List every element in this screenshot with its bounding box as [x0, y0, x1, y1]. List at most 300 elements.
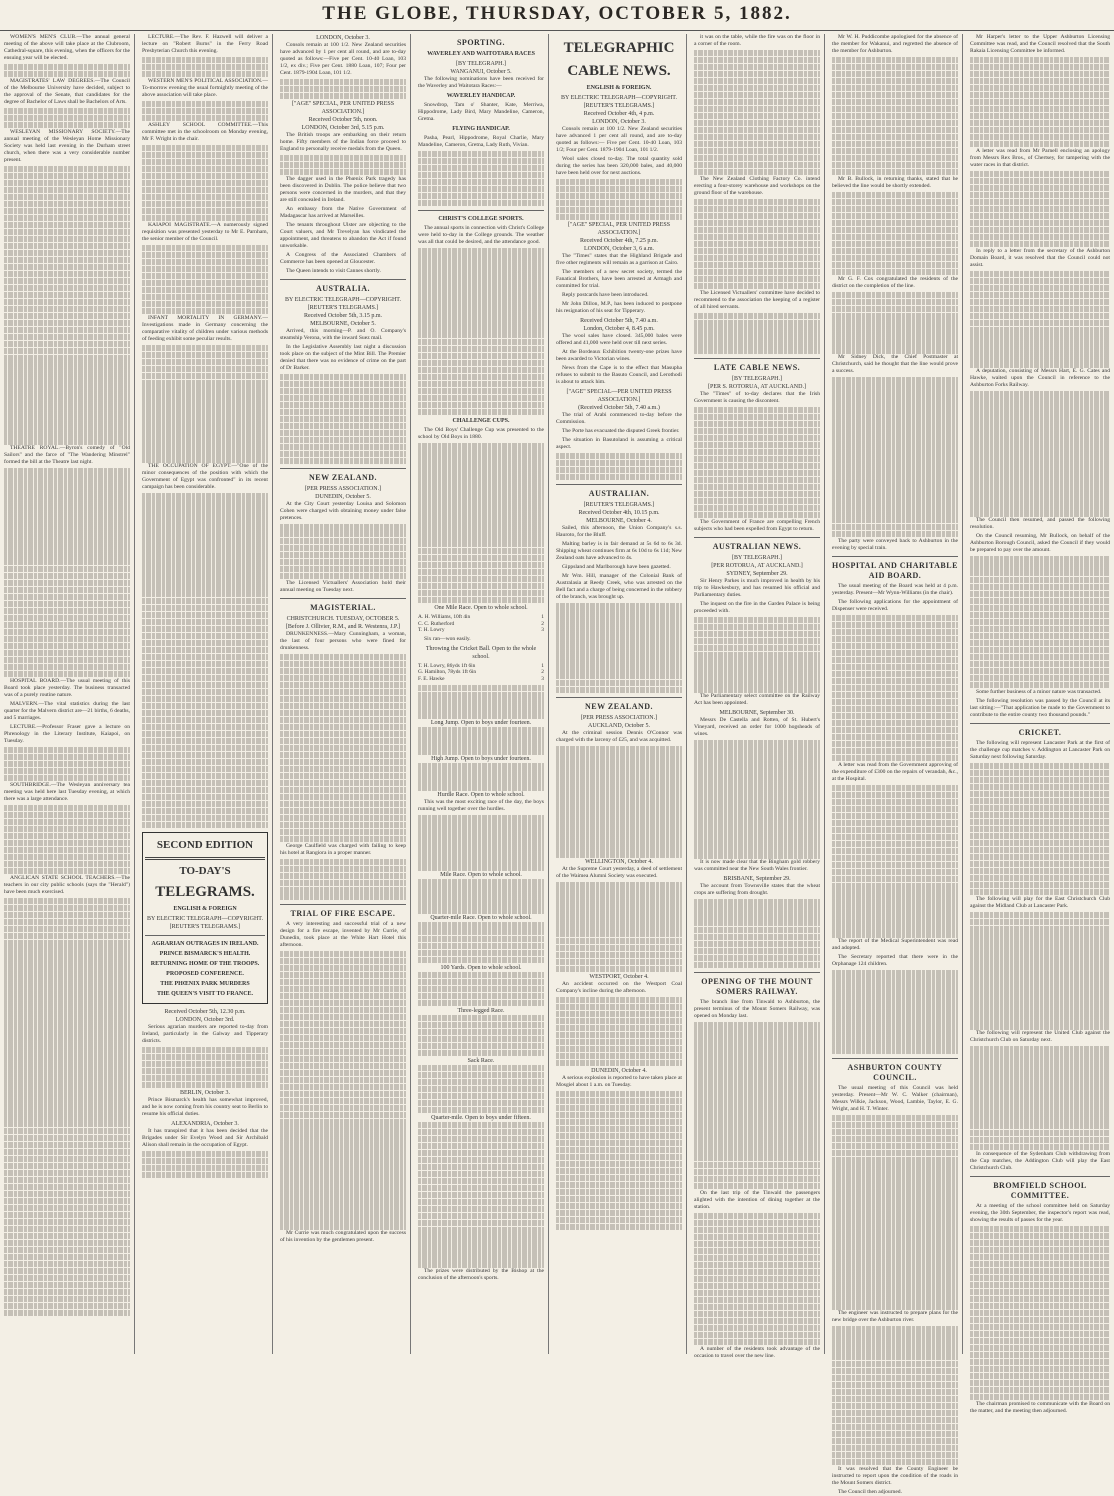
article-malvern: MALVERN.—The vital statistics during the last quarter for the Malvern district are—21 births, 6 deaths, and 5 marriages.	[4, 700, 130, 721]
court-line: CHRISTCHURCH. TUESDAY, OCTOBER 5.	[286, 615, 400, 622]
article-hospital-board: HOSPITAL BOARD.—The usual meeting of this Board took place yesterday. The business transacted was of a purely routine nature.	[4, 677, 130, 698]
subhead-college-sports: CHRIST'S COLLEGE SPORTS.	[438, 216, 524, 223]
article-chambers: A Congress of the Associated Chambers of Commerce has been opened at Gloucester.	[280, 251, 406, 265]
body-text-lines	[694, 199, 820, 289]
second-edition-heading: SECOND EDITION	[156, 838, 254, 851]
article-hospital-meeting: The usual meeting of the Board was held at 4 p.m. yesterday. Present—Mr Wynn-Williams (in the chair).	[832, 583, 958, 597]
body-text-lines	[280, 859, 406, 900]
divider	[970, 723, 1110, 724]
heading-australian-news: AUSTRALIAN NEWS.	[712, 541, 802, 551]
article-hauroto: Sailed, this afternoon, the Union Company's s.s. Hauroto, for the Bluff.	[556, 525, 682, 539]
body-text-lines	[142, 1151, 268, 1178]
body-text-lines	[832, 292, 958, 354]
article-garden-palace: The inquest on the fire in the Garden Palace is being proceeded with.	[694, 600, 820, 614]
race-entries: Pasha, Pearl, Hippodrome, Royal Charlie, Mary Mandeline, Cameron, Gretna, Lady Ruth, Vivian.	[418, 135, 544, 148]
article-college-sports: The annual sports in connection with Christ's College were held to-day in the College grounds. The weather was all that could be desired, and the attendance good.	[418, 225, 544, 246]
body-text-lines	[556, 997, 682, 1066]
divider	[418, 210, 544, 211]
results-table	[418, 614, 544, 634]
event-title: Three-legged Race.	[457, 1007, 505, 1014]
dateline: DUNEDIN, October 5.	[315, 494, 371, 501]
body-text-lines	[832, 377, 958, 537]
body-text-lines	[418, 1015, 544, 1056]
article-agrarian: Serious agrarian murders are reported to-day from Ireland, particularly in the Galway and Tipperary districts.	[142, 1023, 268, 1044]
article-united-club: The following will represent the United Club against the Christchurch Club on Saturday next.	[970, 1030, 1110, 1044]
article-consols: Consols remain at 100 1/2. New Zealand securities have advanced by 1 per cent all round, and are to-day quoted as follows:—Five per Cent. 10-40 Loan, 103 1/2, ex div.; Five per Cent. 1880 Loan, 107; Four per Cent. 1879-1904 Loan, 101 1/2.	[280, 42, 406, 76]
agency-credit: ["AGE" SPECIAL, PER UNITED PRESS ASSOCIATION.]	[567, 221, 671, 236]
body-text-lines	[556, 746, 682, 857]
article-adjourned: The Council then adjourned.	[838, 1488, 903, 1495]
body-text-lines	[694, 899, 820, 968]
result-row: T. H. Lowry 3	[418, 627, 544, 634]
divider	[556, 697, 682, 698]
body-text-lines	[556, 453, 682, 480]
article-verona: Arrived, this morning—P. and O. Company's steamship Verona, with the inward Suez mail.	[280, 327, 406, 341]
article-domain-board: In reply to a letter from the secretary of the Ashburton Domain Board, it was resolved that the Council could not assist.	[970, 247, 1110, 268]
article-gippsland: Gippsland and Marlborough have been gazetted.	[562, 564, 671, 571]
body-text-lines	[832, 192, 958, 275]
column-4	[418, 34, 544, 1354]
headline-troops: RETURNING HOME OF THE TROOPS.	[150, 960, 260, 967]
body-text-lines	[832, 57, 958, 175]
dateline: BERLIN, October 3.	[180, 1089, 230, 1096]
body-text-lines	[832, 615, 958, 761]
body-text-lines	[418, 763, 544, 790]
column-rule	[134, 34, 135, 1354]
body-text-lines	[418, 685, 544, 719]
article-medical-report: The report of the Medical Superintendent was read and adopted.	[832, 938, 958, 952]
article-cohen: At the City Court yesterday Louisa and Solomon Cohen were charged with obtaining money under false pretences.	[280, 501, 406, 522]
heading-fire-escape: TRIAL OF FIRE ESCAPE.	[290, 908, 396, 918]
dateline: LONDON, October 3rd, 5.15 p.m.	[301, 124, 385, 131]
press-credit: [PER PRESS ASSOCIATION.]	[580, 715, 658, 722]
body-text-lines	[280, 951, 406, 1230]
article-porte: The Porte has evacuated the disputed Greek frontier.	[562, 427, 680, 434]
body-text-lines	[694, 1213, 820, 1345]
masthead-title: THE GLOBE, THURSDAY, OCTOBER 5, 1882.	[322, 3, 792, 24]
body-text-lines	[556, 603, 682, 693]
article-highland-brigade: The "Times" states that the Highland Brigade and five other regiments will remain as a garrison at Cairo.	[556, 252, 682, 266]
agency-credit: ["AGE" SPECIAL, PER UNITED PRESS ASSOCIATION.]	[291, 100, 395, 115]
body-text-lines	[556, 1091, 682, 1230]
heading-sporting: SPORTING.	[456, 38, 505, 47]
article-wesleyan: WESLEYAN MISSIONARY SOCIETY.—The annual meeting of the Wesleyan Home Missionary Society was held last evening in the Durham street church, when there was a very considerable number present.	[4, 128, 130, 163]
body-text-lines	[418, 727, 544, 754]
article-resolution: The Council then resumed, and passed the following resolution.	[970, 517, 1110, 531]
body-text-lines	[418, 879, 544, 913]
body-text-lines	[556, 179, 682, 220]
body-text-lines	[694, 50, 820, 175]
event-title: Hurdle Race. Open to whole school.	[437, 792, 525, 799]
dateline: LONDON, October 3.	[316, 35, 370, 41]
event-title: One Mile Race. Open to whole school.	[434, 604, 528, 611]
divider	[832, 556, 958, 557]
body-text-lines	[4, 468, 130, 677]
body-text-lines	[694, 407, 820, 518]
heading-cricket: CRICKET.	[1018, 727, 1062, 737]
event-title: 100 Yards. Open to whole school.	[440, 965, 522, 972]
heading-magisterial: MAGISTERIAL.	[310, 602, 376, 612]
article-puddicombe: Mr W. H. Puddicombe apologised for the absence of the member for Wakanui, and regretted the absence of the member for Ashburton.	[832, 34, 958, 54]
dateline: LONDON, October 3rd.	[175, 1016, 235, 1023]
article-victuallers: The Licensed Victuallers' committee have decided to recommend to the association the keeping of a register of all hired servants.	[694, 289, 820, 310]
article-de-castella: Messrs De Castella and Rotten, of St. Hubert's Vineyard, received an order for 1000 hogsheads of wines.	[694, 717, 820, 738]
body-text-lines	[418, 248, 544, 415]
article-council-meeting: The usual meeting of this Council was held yesterday. Present—Mr W. C. Walker (chairman), Messrs Wilkie, Jackson, Wood, Lambie, Taylor, E. G. Wright, and H. T. Winter.	[832, 1084, 958, 1112]
article-basutoland: The situation in Basutoland is assuming a critical aspect.	[556, 436, 682, 450]
article-lancaster-park: The following will represent Lancaster Park at the first of the challenge cup matches v. Addington at Lancaster Park on Saturday next following Saturday.	[970, 739, 1110, 760]
subhead-races: WAVERLEY AND WAITOTARA RACES	[427, 51, 535, 57]
divider	[556, 484, 682, 485]
body-text-lines	[970, 271, 1110, 368]
article-orphanage: The Secretary reported that there were in the Orphanage 124 children.	[832, 954, 958, 968]
headline-conference: PROPOSED CONFERENCE.	[166, 970, 244, 977]
article-deputation: A deputation, consisting of Messrs Hart, E. G. Cates and Hawke, waited upon the Council in reference to the Ashburton Forks Railway.	[970, 368, 1110, 389]
article-wool-closed: The wool sales have closed. 345,000 bales were offered and 41,000 were held over till next series.	[556, 332, 682, 346]
dateline: London, October 4, 8.45 p.m.	[583, 325, 655, 332]
article-railway-act: The Parliamentary select committee on the Railway Act has been appointed.	[694, 693, 820, 707]
body-text-lines	[280, 524, 406, 579]
body-text-lines	[970, 763, 1110, 895]
article-fire-escape: A very interesting and successful trial of a new design for a fire escape, invented by Mr Currie, of Dunedin, took place at the White Hart Hotel this afternoon.	[280, 920, 406, 948]
race-entries: Snowdrop, Tam o' Shanter, Kate, Merriwa, Hippodrome, Lady Bird, Mary Mandeline, Cameron, Gretna.	[418, 102, 544, 122]
column-6	[694, 34, 820, 1359]
telegrams-heading: TELEGRAMS.	[155, 883, 255, 900]
divider	[970, 1176, 1110, 1177]
article-phoenix-dagger: The dagger used in the Phœnix Park tragedy has been discovered in Dublin. The police believe that two persons were concerned in the murders, and that they are still concealed in Ireland.	[280, 175, 406, 203]
article-mosgiel: A serious explosion is reported to have taken place at Mosgiel about 1 a.m. on Tuesday.	[556, 1074, 682, 1088]
heading-bromfield: BROMFIELD SCHOOL COMMITTEE.	[993, 1181, 1087, 1201]
result-row: G. Hamilton, 78yds 1ft 6in 2	[418, 669, 544, 676]
dateline: MELBOURNE, October 5.	[310, 320, 376, 327]
column-7	[832, 34, 958, 1495]
dateline: MELBOURNE, October 4.	[586, 518, 652, 525]
race-name: FLYING HANDICAP.	[452, 126, 510, 132]
column-2	[142, 34, 268, 1354]
body-text-lines	[280, 374, 406, 464]
telegraph-credit: [BY TELEGRAPH.]	[732, 554, 782, 561]
article-sydenham: In consequence of the Sydenham Club withdrawing from the Cup matches, the Addington Club will play the East Christchurch Club.	[970, 1151, 1110, 1172]
body-text-lines	[970, 57, 1110, 147]
reuters-credit: [REUTER'S TELEGRAMS.]	[583, 103, 655, 109]
article-alexandria: It has transpired that it has been decided that the Brigades under Sir Evelyn Wood and Sir Archibald Alison shall remain in the occupation of Egypt.	[142, 1127, 268, 1148]
event-title: Long Jump. Open to boys under fourteen.	[430, 720, 532, 727]
body-text-lines	[4, 747, 130, 781]
column-rule	[962, 34, 963, 1354]
headline-bismarck: PRINCE BISMARCK'S HEALTH.	[159, 950, 251, 957]
article-law-degrees: MAGISTRATES' LAW DEGREES.—The Council of the Melbourne University have decided, subject to the approval of the Senate, that candidates for the degree of Bachelor of Laws shall be Bachelors of Arts.	[4, 77, 130, 105]
article-nominations: The following nominations have been received for the Waverley and Waitotara Races:—	[418, 76, 544, 89]
article-barley: Malting barley is in fair demand at 5s 6d to 6s 3d. Shipping wheat continues firm at 6s 10d to 6s 11d; New Zealand oats have advanced to 4s.	[556, 541, 682, 562]
body-text-lines	[694, 313, 820, 354]
column-rule	[548, 34, 549, 1354]
article-challenge-cups: The Old Boys' Challenge Cup was presented to the school by Old Boys in 1880.	[418, 427, 544, 441]
divider	[280, 598, 406, 599]
article-oconnor: At the criminal session Dennis O'Connor was charged with the larceny of £25, and was acquitted.	[556, 730, 682, 744]
article-queen-cannes: The Queen intends to visit Cannes shortly.	[286, 267, 381, 274]
byline: BY ELECTRIC TELEGRAPH—COPYRIGHT.	[560, 95, 678, 101]
article-dick: Mr Sidney Dick, the Chief Postmaster at Christchurch, said he thought that the line would prove a success.	[832, 354, 958, 375]
byline: BY ELECTRIC TELEGRAPH—COPYRIGHT.	[284, 296, 402, 303]
dateline: BRISBANE, September 29.	[723, 876, 791, 883]
cable-news-heading: CABLE NEWS.	[567, 63, 671, 79]
headline-queens-visit: THE QUEEN'S VISIT TO FRANCE.	[156, 990, 254, 997]
article-tinwald-dinner: On the last trip of the Tinwald the passengers alighted with the intention of dining together at the station.	[694, 1190, 820, 1211]
headline-agrarian: AGRARIAN OUTRAGES IN IRELAND.	[151, 940, 259, 947]
dateline: DUNEDIN, October 4.	[591, 1067, 647, 1074]
column-rule	[824, 34, 825, 1354]
article-dillon: Mr John Dillon, M.P., has been induced to postpone his resignation of his seat for Tipperary.	[556, 300, 682, 314]
divider	[145, 857, 265, 860]
received-line: Received October 4th, 7.25 p.m.	[580, 237, 658, 244]
body-text-lines	[4, 108, 130, 128]
received-line: Received October 5th, 7.40 a.m.	[580, 317, 658, 324]
dateline: WANGANUI, October 5.	[450, 69, 512, 75]
reuters-credit: [REUTER'S TELEGRAMS.]	[169, 923, 241, 930]
body-text-lines	[4, 64, 130, 77]
divider	[280, 904, 406, 905]
column-3	[280, 34, 406, 1354]
dateline: LONDON, October 3.	[592, 119, 646, 125]
body-text-lines	[4, 898, 130, 1316]
body-text-lines	[694, 740, 820, 858]
body-text-lines	[832, 785, 958, 938]
heading-late-cable: LATE CABLE NEWS.	[713, 362, 801, 372]
column-rule	[686, 34, 687, 1354]
body-text-lines	[418, 815, 544, 870]
dateline: WESTPORT, October 4.	[589, 974, 649, 980]
article-dispenser: The following applications for the appointment of Dispenser were received.	[832, 599, 958, 613]
event-title: Mile Race. Open to whole school.	[440, 872, 522, 879]
body-text-lines	[970, 1226, 1110, 1400]
body-text-lines	[970, 556, 1110, 688]
body-text-lines	[4, 166, 130, 445]
article-kaiapoi-magistrate: KAIAPOI MAGISTRATE.—A numerously signed requisition was presented yesterday to Mr E. Parnham, the senior member of the Council.	[142, 221, 268, 242]
press-credit: [PER PRESS ASSOCIATION.]	[304, 486, 382, 493]
body-text-lines	[142, 57, 268, 77]
body-text-lines	[418, 922, 544, 963]
body-text-lines	[418, 1122, 544, 1268]
article-bromfield-meeting: At a meeting of the school committee held on Saturday evening, the 30th September, the inspector's report was read, showing the results of passes for the year.	[970, 1203, 1110, 1224]
dateline: AUCKLAND, October 5.	[588, 723, 650, 730]
body-text-lines	[142, 245, 268, 314]
article-bridge-plans: The engineer was instructed to prepare plans for the new bridge over the Ashburton river.	[832, 1310, 958, 1324]
second-edition-box	[142, 832, 268, 1004]
column-5	[556, 34, 682, 1354]
body-text-lines	[970, 171, 1110, 247]
article-rex-bros: A letter was read from Mr Parnell enclosing an apology from Messrs Rex Bros., of Chertsey, for tampering with the water races in that district.	[970, 147, 1110, 168]
body-text-lines	[142, 101, 268, 121]
article-drunkenness: DRUNKENNESS.—Mary Cunningham, a woman, the last of four persons who were fined for drunkenness.	[280, 630, 406, 651]
body-text-lines	[142, 493, 268, 828]
reuters-credit: [REUTER'S TELEGRAMS.]	[307, 304, 379, 311]
article-lecture: LECTURE.—Professor Fraser gave a lecture on Phrenology in the Literary Institute, Kaiapoi, on Tuesday.	[4, 723, 130, 744]
body-text-lines	[418, 151, 544, 206]
article-egypt-occupation: THE OCCUPATION OF EGYPT.—"One of the minor consequences of the position with which the Government of Egypt was confronted" in its recent campaign has been considerable.	[142, 463, 268, 491]
column-8	[970, 34, 1110, 1414]
article-prizes: The prizes were distributed by the Bishop at the conclusion of the afternoon's sports.	[418, 1268, 544, 1282]
article-postcards: Reply postcards have been introduced.	[562, 291, 649, 298]
body-text-lines	[832, 1115, 958, 1310]
ship-credit: [PER ROTORUA, AT AUCKLAND.]	[711, 562, 803, 569]
article-wool-sales: Wool sales closed to-day. The total quantity sold during the series has been 320,000 bales, and 40,000 have been held over for next auctions.	[556, 156, 682, 176]
article-ashley-school: ASHLEY SCHOOL COMMITTEE.—This committee met in the schoolroom on Monday evening, Mr F. Wright in the chair.	[142, 121, 268, 142]
result-row: A. H. Williams, 10ft 4in 1	[418, 613, 544, 620]
received-line: (Received October 5th, 7.40 a.m.)	[578, 404, 660, 411]
race-note: This was the most exciting race of the day, the boys running well together over the hurdles.	[418, 799, 544, 813]
received-line: Received October 4th, 4 p.m.	[583, 111, 655, 117]
received-line: Received October 5th, noon.	[308, 116, 378, 123]
article-return-train: The party were conveyed back to Ashburton in the evening by special train.	[832, 538, 958, 552]
body-text-lines	[142, 145, 268, 221]
column-1	[4, 34, 130, 1354]
body-text-lines	[694, 1022, 820, 1189]
dateline: MELBOURNE, September 30.	[719, 710, 795, 717]
article-chairman: The chairman promised to communicate with the Board on the matter, and the meeting then adjourned.	[970, 1400, 1110, 1414]
article-clothing-factory: The New Zealand Clothing Factory Co. intend erecting a four-storey warehouse and workshops on the ground floor of the warehouse.	[694, 175, 820, 196]
article-secret-society: The members of a new secret society, termed the Fanatical Brothers, have been arrested at Armagh and committed for trial.	[556, 268, 682, 289]
telegraphic-heading: TELEGRAPHIC	[563, 40, 675, 56]
body-text-lines	[280, 654, 406, 842]
body-text-lines	[970, 912, 1110, 1030]
headline-phoenix-park: THE PHŒNIX PARK MURDERS	[160, 980, 250, 987]
article-westport: An accident occurred on the Westport Coal Company's incline during the afternoon.	[556, 981, 682, 994]
article-townsville: The account from Townsville states that the wheat crops are suffering from drought.	[694, 883, 820, 897]
article-infant-mortality: INFANT MORTALITY IN GERMANY.—Investigations made in Germany concerning the comparative vitality of children under various methods of feeding exhibit some peculiar results.	[142, 314, 268, 342]
heading-australia: AUSTRALIA.	[315, 283, 371, 293]
article-waimea: At the Supreme Court yesterday, a deed of settlement of the Waimea Alumni Society was executed.	[556, 866, 682, 880]
ship-credit: [PER S. ROTORUA, AT AUCKLAND.]	[708, 383, 806, 390]
divider	[832, 1058, 958, 1059]
masthead	[0, 0, 1114, 31]
byline: BY ELECTRIC TELEGRAPH—COPYRIGHT.	[146, 915, 264, 922]
article-madagascar: An embassy from the Native Government of Madagascar has arrived at Marseilles.	[280, 205, 406, 219]
body-text-lines	[418, 972, 544, 1006]
results-table	[418, 663, 544, 683]
article-bingham-robbery: It is now made clear that the Bingham gold robbery was committed near the New South Wales frontier.	[694, 859, 820, 873]
body-text-lines	[4, 805, 130, 874]
heading-hospital-board: HOSPITAL AND CHARITABLE AID BOARD.	[832, 561, 958, 581]
english-foreign-subhead: ENGLISH & FOREIGN	[173, 905, 237, 912]
article-mint-bill: In the Legislative Assembly last night a discussion took place on the subject of the Mint Bill. The Premier denied that there was no evidence of crime on the part of Dr Barker.	[280, 343, 406, 371]
article-cox: Mr G. F. Cox congratulated the residents of the district on the completion of the line.	[832, 275, 958, 289]
body-text-lines	[418, 1065, 544, 1113]
article-consols: Consols remain at 100 1/2. New Zealand securities have advanced 1 per cent all round, and are to-day quoted as follows:— Five per Cent. 10-40 Loan, 103 1/2; Four per Cent. 1879-1904 Loan, 101 1/2.	[556, 126, 682, 153]
article-parkes: Sir Henry Parkes is much improved in health by his trip to Hawkesbury, and has resumed his official and Parliamentary duties.	[694, 577, 820, 598]
divider	[145, 935, 265, 936]
divider	[280, 279, 406, 280]
body-text-lines	[418, 443, 544, 603]
body-text-lines	[556, 882, 682, 972]
article-verandah-repairs: A letter was read from the Government approving of the expenditure of £300 on the repairs of verandah, &c., at the Hospital.	[832, 761, 958, 782]
body-text-lines	[280, 79, 406, 99]
dateline: SYDNEY, September 29.	[726, 570, 788, 577]
event-title: Quarter-mile Race. Open to whole school.	[430, 915, 532, 922]
heading-australian: AUSTRALIAN.	[588, 489, 650, 499]
english-foreign-subhead: ENGLISH & FOREIGN.	[586, 85, 652, 91]
article-troops-embarking: The British troops are embarking on their return home. Fifty members of the Indian force proceed to England to personally receive medals from the Queen.	[280, 131, 406, 152]
result-row: F. E. Hawke 3	[418, 675, 544, 682]
event-title: High Jump. Open to boys under fourteen.	[431, 756, 531, 763]
result-row: T. H. Lowry, 86yds 1ft 6in 1	[418, 662, 544, 669]
body-text-lines	[970, 1046, 1110, 1150]
article-harper-letter: Mr Harper's letter to the Upper Ashburton Licensing Committee was read, and the Council resolved that the South Rakaia Licensing Committee be informed.	[970, 34, 1110, 54]
article-womens-club: WOMEN'S MEN'S CLUB.—The annual general meeting of the above will take place at the Clubroom, Cathedral-square, this evening, when the officers for the ensuing year will be elected.	[4, 34, 130, 61]
received-line: Received October 5th, 12.30 p.m.	[164, 1008, 246, 1015]
article-southbridge: SOUTHBRIDGE.—The Wesleyan anniversary tea meeting was held here last Tuesday evening, at which there was a large attendance.	[4, 781, 130, 802]
body-text-lines	[142, 1047, 268, 1088]
reuters-credit: [REUTER'S TELEGRAMS.]	[583, 502, 655, 509]
divider	[694, 972, 820, 973]
article-caulfield: George Caulfield was charged with failing to keep his hotel at Rangiora in a proper manner.	[280, 842, 406, 856]
race-note: Six ran—won easily.	[424, 635, 471, 642]
article-roads-report: It was resolved that the County Engineer be instructed to report upon the condition of the roads in the Mount Somers district.	[832, 1465, 958, 1486]
heading-new-zealand: NEW ZEALAND.	[308, 473, 378, 483]
column-rule	[272, 34, 273, 1354]
dateline: WELLINGTON, October 4.	[585, 859, 653, 866]
article-teachers: ANGLICAN STATE SCHOOL TEACHERS.—The teachers in our city public schools (says the "Herald") have been much exercised.	[4, 874, 130, 895]
telegraph-credit: [BY TELEGRAPH.]	[456, 61, 506, 67]
body-text-lines	[832, 970, 958, 1053]
article-mount-somers: The branch line from Tinwald to Ashburton, the present terminus of the Mount Somers Railway, was opened on Monday last.	[694, 999, 820, 1020]
article-government-grant: The following resolution was passed by the Council at its last sitting:—"That application be made to the Government to contribute to the entire county two thousand pounds."	[970, 697, 1110, 718]
heading-mount-somers: OPENING OF THE MOUNT SOMERS RAILWAY.	[701, 977, 813, 997]
divider	[280, 468, 406, 469]
article-minor-business: Some further business of a minor nature was transacted.	[976, 688, 1102, 695]
body-text-lines	[832, 1326, 958, 1465]
article-times-irish: The "Times" of to-day declares that the Irish Government is causing the discontent.	[694, 390, 820, 404]
telegraph-credit: [BY TELEGRAPH.]	[732, 375, 782, 382]
article-ulster: The tenants throughout Ulster are objecting to the Court valuers, and Mr Trevelyan has vindicated the appointment, and threatens to abandon the Act if found unworkable.	[280, 221, 406, 249]
event-title: Throwing the Cricket Ball. Open to the whole school.	[425, 645, 537, 660]
article-borough-council: On the Council resuming, Mr Bullock, on behalf of the Ashburton Borough Council, asked the Council if they would be prepared to pay over the amount.	[970, 533, 1110, 554]
article-bismarck: Prince Bismarck's health has somewhat improved, and he is now coming from his country seat to Berlin to resume his official duties.	[142, 1096, 268, 1117]
article-bullock: Mr B. Bullock, in returning thanks, stated that he believed the line would be shortly extended.	[832, 175, 958, 189]
article-colonial-bank: Mr Wm. Hill, manager of the Colonial Bank of Australasia at Reedy Creek, who was arrested on the Bell fact and a charge of being concerned in the robbery of the branch, was brought up.	[556, 573, 682, 601]
body-text-lines	[280, 155, 406, 175]
article-fire-table: it was on the table, while the fire was on the floor in a corner of the room.	[694, 34, 820, 47]
article-currie: Mr Currie was much congratulated upon the success of his invention by the gentlemen present.	[280, 1230, 406, 1244]
subhead-challenge-cups: CHALLENGE CUPS.	[452, 418, 510, 425]
body-text-lines	[142, 345, 268, 463]
article-arabi-trial: The trial of Arabi commenced to-day before the Commission.	[556, 411, 682, 425]
body-text-lines	[694, 617, 820, 693]
article-east-christchurch: The following will play for the East Christchurch Club against the Midland Club at Lancaster Park.	[970, 895, 1110, 909]
divider	[694, 358, 820, 359]
heading-ashburton-council: ASHBURTON COUNTY COUNCIL.	[847, 1062, 943, 1082]
event-title: Quarter-mile. Open to boys under fifteen.	[431, 1114, 531, 1121]
article-victuallers: The Licensed Victuallers' Association hold their annual meeting on Tuesday next.	[280, 579, 406, 593]
heading-new-zealand: NEW ZEALAND.	[584, 702, 654, 712]
article-political-assoc: WESTERN MEN'S POLITICAL ASSOCIATION.—To-morrow evening the usual fortnightly meeting of the above association will take place.	[142, 77, 268, 98]
todays-heading: TO-DAY'S	[179, 864, 231, 877]
received-line: Received October 4th, 10.15 p.m.	[578, 510, 660, 517]
body-text-lines	[970, 391, 1110, 516]
received-line: Received October 5th, 3.15 p.m.	[304, 312, 382, 319]
article-bordeaux: At the Bordeaux Exhibition twenty-one prizes have been awarded to Victorian wines.	[556, 348, 682, 362]
race-name: WAVERLEY HANDICAP.	[446, 93, 516, 99]
dateline: LONDON, October 3, 6 a.m.	[584, 245, 654, 252]
dateline: ALEXANDRIA, October 3.	[171, 1120, 239, 1127]
article-residents: A number of the residents took advantage of the occasion to travel over the new line.	[694, 1345, 820, 1359]
divider	[694, 537, 820, 538]
result-row: C. C. Rutherford 2	[418, 620, 544, 627]
article-theatre: THEATRE ROYAL.—Byron's comedy of "Old Sailors" and the farce of "The Wandering Minstrel" formed the bill at the Theatre last night.	[4, 445, 130, 466]
bench-line: [Before J. Ollivier, R.M., and R. Westenra, J.P.]	[285, 623, 401, 630]
agency-credit: ["AGE" SPECIAL—PER UNITED PRESS ASSOCIATION.]	[566, 388, 672, 403]
column-rule	[410, 34, 411, 1354]
event-title: Sack Race.	[467, 1057, 495, 1064]
